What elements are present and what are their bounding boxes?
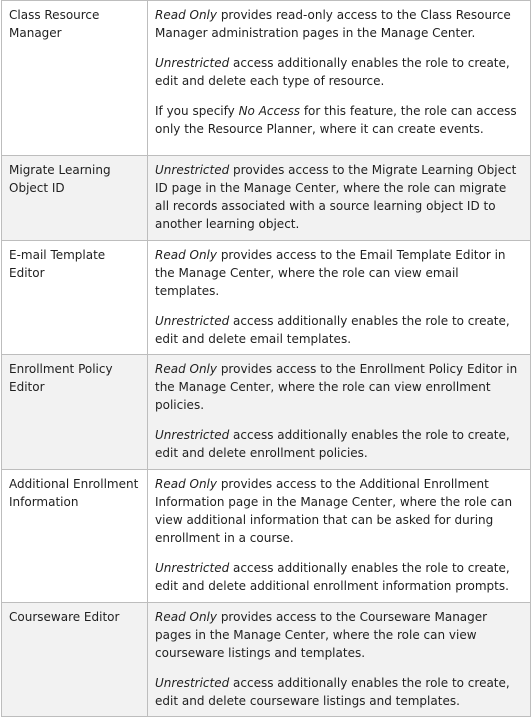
access-level-term: Read Only <box>155 477 217 491</box>
access-level-term: Read Only <box>155 362 217 376</box>
description-paragraph: Read Only provides read-only access to the Class Resource Manager administration pages in the Manage Center. <box>155 8 511 40</box>
feature-name: Class Resource Manager <box>2 1 148 156</box>
description-paragraph: Unrestricted access additionally enables the role to create, edit and delete courseware listings and templates. <box>155 676 510 708</box>
table-row <box>2 241 531 355</box>
access-level-term: Unrestricted <box>155 561 230 575</box>
feature-description <box>148 241 531 355</box>
table-row <box>2 603 531 717</box>
description-paragraph: Unrestricted access additionally enables the role to create, edit and delete additional enrollment information prompts. <box>155 561 510 593</box>
feature-name: Courseware Editor <box>2 603 148 717</box>
access-level-term: Read Only <box>155 248 217 262</box>
description-paragraph: Unrestricted access additionally enables the role to create, edit and delete each type of resource. <box>155 56 510 88</box>
feature-name: Migrate Learning Object ID <box>2 156 148 241</box>
table-row <box>2 470 531 603</box>
feature-description <box>148 1 531 156</box>
feature-description <box>148 603 531 717</box>
description-paragraph: Read Only provides access to the Courseware Manager pages in the Manage Center, where the role can view courseware listings and templates. <box>155 610 488 660</box>
permissions-table <box>1 0 531 717</box>
description-paragraph: Unrestricted provides access to the Migrate Learning Object ID page in the Manage Center, where the role can migrate all records associated with a source learning object ID to another learning object. <box>155 163 517 231</box>
access-level-term: Unrestricted <box>155 428 230 442</box>
table-row <box>2 355 531 470</box>
table-row <box>2 1 531 156</box>
feature-name: E-mail Template Editor <box>2 241 148 355</box>
access-level-term: Read Only <box>155 8 217 22</box>
access-level-term: Unrestricted <box>155 314 230 328</box>
access-level-term: Unrestricted <box>155 676 230 690</box>
feature-description <box>148 156 531 241</box>
access-level-term: Unrestricted <box>155 163 230 177</box>
feature-name: Enrollment Policy Editor <box>2 355 148 470</box>
description-paragraph: Unrestricted access additionally enables the role to create, edit and delete enrollment policies. <box>155 428 510 460</box>
description-paragraph: Unrestricted access additionally enables the role to create, edit and delete email templates. <box>155 314 510 346</box>
table-row <box>2 156 531 241</box>
description-paragraph: Read Only provides access to the Additional Enrollment Information page in the Manage Center, where the role can view additional information that can be asked for during enrollment in a course. <box>155 477 513 545</box>
description-paragraph: If you specify No Access for this feature, the role can access only the Resource Planner, where it can create events. <box>155 104 517 136</box>
feature-description <box>148 470 531 603</box>
access-level-term: Read Only <box>155 610 217 624</box>
description-paragraph: Read Only provides access to the Enrollment Policy Editor in the Manage Center, where the role can view enrollment policies. <box>155 362 518 412</box>
access-level-term: Unrestricted <box>155 56 230 70</box>
feature-name: Additional Enrollment Information <box>2 470 148 603</box>
feature-description <box>148 355 531 470</box>
access-level-term: No Access <box>238 104 300 118</box>
description-paragraph: Read Only provides access to the Email Template Editor in the Manage Center, where the role can view email templates. <box>155 248 506 298</box>
